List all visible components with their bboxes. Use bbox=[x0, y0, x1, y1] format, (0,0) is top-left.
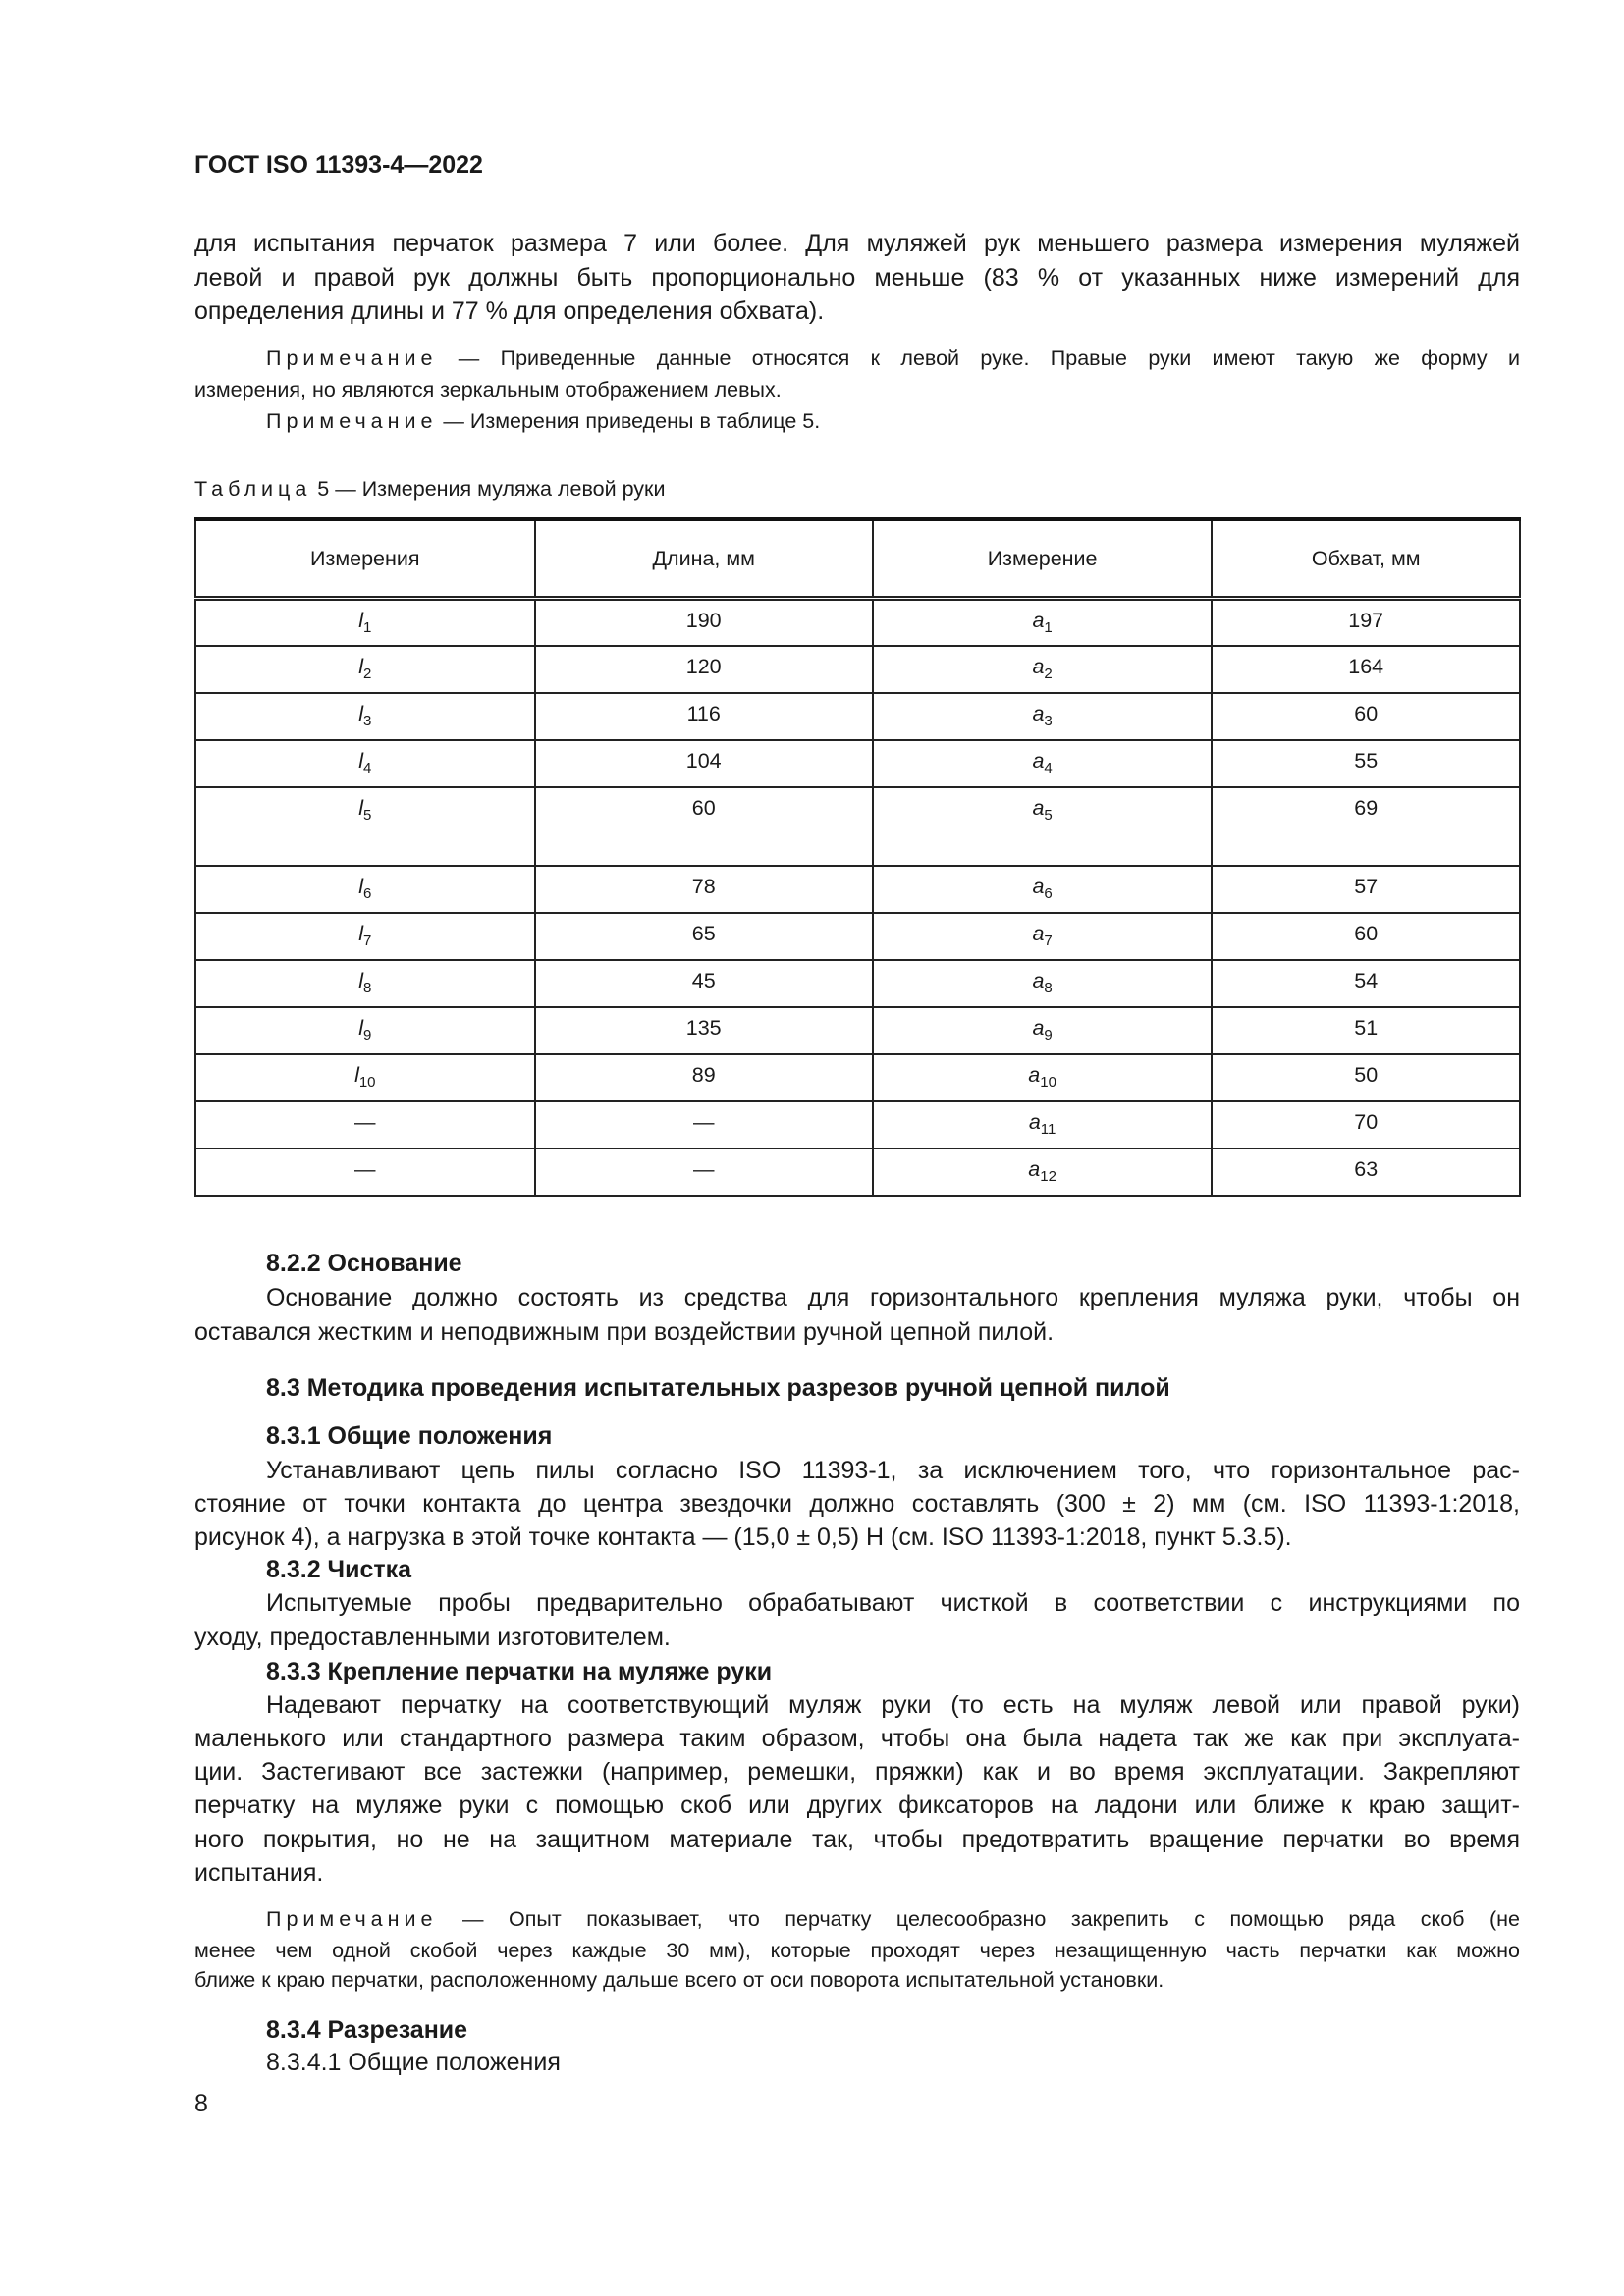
table-caption-label: Таблица bbox=[194, 477, 312, 501]
paragraph-text: Надевают перчатку на соответствующий муляж руки (то есть на муляж левой или правой руки) bbox=[266, 1691, 1520, 1719]
page-number: 8 bbox=[194, 2090, 208, 2117]
s832-line bbox=[266, 1586, 1520, 1620]
measurement-symbol-cell bbox=[873, 960, 1213, 1007]
symbol-subscript: 8 bbox=[363, 979, 372, 996]
table-row bbox=[195, 866, 1520, 913]
measurement-symbol-cell bbox=[195, 913, 535, 960]
paragraph-text: перчатку на муляже руки с помощью скоб или других фиксаторов на ладони или ближе к краю защит- bbox=[194, 1791, 1520, 1819]
measurement-symbol-cell bbox=[195, 1101, 535, 1148]
paragraph-text: левой и правой рук должны быть пропорционально меньше (83 % от указанных ниже измерений для bbox=[194, 264, 1520, 292]
paragraph-text: рисунок 4), а нагрузка в этой точке контакта — (15,0 ± 0,5) Н (см. ISO 11393-1:2018, пункт 5.3.5). bbox=[194, 1523, 1292, 1551]
paragraph-text: — Измерения приведены в таблице 5. bbox=[437, 409, 821, 433]
value-cell: 197 bbox=[1212, 599, 1520, 646]
measurement-symbol-cell bbox=[195, 787, 535, 866]
table-row bbox=[195, 646, 1520, 693]
value-cell: 54 bbox=[1212, 960, 1520, 1007]
symbol: — bbox=[354, 1156, 376, 1181]
measurement-symbol-cell bbox=[873, 646, 1213, 693]
paragraph-text: определения длины и 77 % для определения обхвата). bbox=[194, 297, 825, 325]
table-row bbox=[195, 787, 1520, 866]
symbol-subscript: 7 bbox=[363, 932, 372, 949]
paragraph-text: Испытуемые пробы предварительно обрабатывают чисткой в соответствии с инструкциями по bbox=[266, 1589, 1520, 1617]
table-caption bbox=[194, 472, 1520, 506]
table-row bbox=[195, 1101, 1520, 1148]
table-row bbox=[195, 740, 1520, 787]
note3-line bbox=[266, 1902, 1520, 1936]
value-cell: 104 bbox=[535, 740, 873, 787]
value-cell: 51 bbox=[1212, 1007, 1520, 1054]
symbol: a bbox=[1028, 1156, 1041, 1181]
value-cell: 135 bbox=[535, 1007, 873, 1054]
symbol: l bbox=[358, 701, 364, 725]
table-caption-text: 5 — Измерения муляжа левой руки bbox=[311, 477, 666, 501]
symbol-subscript: 6 bbox=[363, 884, 372, 902]
s833-line bbox=[266, 1688, 1520, 1722]
value-cell: 65 bbox=[535, 913, 873, 960]
measurement-symbol-cell bbox=[195, 646, 535, 693]
symbol-subscript: 3 bbox=[1044, 712, 1053, 729]
document-id-header: ГОСТ ISO 11393-4—2022 bbox=[194, 151, 483, 179]
paragraph-text: стояние от точки контакта до центра звездочки должно составлять (300 ± 2) мм (см. ISO 11393-1:2018, bbox=[194, 1490, 1520, 1518]
value-cell: 50 bbox=[1212, 1054, 1520, 1101]
value-cell: 116 bbox=[535, 693, 873, 740]
paragraph-text: маленького или стандартного размера таким образом, чтобы она была надета так же как при эксплуата- bbox=[194, 1725, 1520, 1752]
symbol: a bbox=[1032, 874, 1045, 898]
table-header-row bbox=[195, 519, 1520, 599]
symbol: a bbox=[1032, 654, 1045, 678]
table-row bbox=[195, 599, 1520, 646]
symbol-subscript: 2 bbox=[1044, 665, 1053, 682]
note1-line bbox=[266, 342, 1520, 375]
paragraph-text: для испытания перчаток размера 7 или более. Для муляжей рук меньшего размера измерения муляжей bbox=[194, 230, 1520, 257]
symbol-subscript: 11 bbox=[1040, 1120, 1056, 1138]
measurement-symbol-cell bbox=[195, 693, 535, 740]
paragraph-text: Устанавливают цепь пилы согласно ISO 11393-1, за исключением того, что горизонтальное рас- bbox=[266, 1457, 1520, 1484]
paragraph-text: уходу, предоставленными изготовителем. bbox=[194, 1624, 671, 1651]
value-cell: 190 bbox=[535, 599, 873, 646]
subsection-heading: 8.3.4.1 Общие положения bbox=[266, 2049, 561, 2076]
hand-measurements-table bbox=[194, 517, 1521, 1197]
section-heading: 8.2.2 Основание bbox=[266, 1250, 462, 1277]
symbol: l bbox=[358, 968, 364, 992]
symbol-subscript: 8 bbox=[1044, 979, 1053, 996]
value-cell: 45 bbox=[535, 960, 873, 1007]
s833-line bbox=[194, 1755, 1520, 1789]
symbol: a bbox=[1032, 795, 1045, 820]
symbol-subscript: 10 bbox=[1040, 1073, 1056, 1091]
measurement-symbol-cell bbox=[873, 1007, 1213, 1054]
symbol-subscript: 2 bbox=[363, 665, 372, 682]
symbol: a bbox=[1032, 921, 1045, 945]
value-cell: 60 bbox=[1212, 693, 1520, 740]
symbol-subscript: 3 bbox=[363, 712, 372, 729]
value-cell: 55 bbox=[1212, 740, 1520, 787]
value-cell: — bbox=[535, 1101, 873, 1148]
symbol-subscript: 10 bbox=[358, 1073, 376, 1091]
paragraph-text: измерения, но являются зеркальным отображением левых. bbox=[194, 378, 782, 401]
paragraph-text: — Приведенные данные относятся к левой руке. Правые руки имеют такую же форму и bbox=[437, 347, 1520, 370]
symbol: l bbox=[358, 1015, 364, 1040]
value-cell: 60 bbox=[535, 787, 873, 866]
note1-line bbox=[194, 373, 1520, 406]
s833-line bbox=[194, 1856, 1520, 1890]
s831-line bbox=[266, 1454, 1520, 1487]
table-row bbox=[195, 913, 1520, 960]
symbol-subscript: 9 bbox=[1044, 1026, 1053, 1043]
paragraph-text: менее чем одной скобой через каждые 30 мм), которые проходят через незащищенную часть перчатки как можно bbox=[194, 1939, 1520, 1962]
note-label: Примечание bbox=[266, 1907, 438, 1931]
section-heading: 8.3 Методика проведения испытательных разрезов ручной цепной пилой bbox=[266, 1374, 1170, 1402]
symbol: a bbox=[1028, 1109, 1041, 1134]
measurement-symbol-cell bbox=[873, 740, 1213, 787]
measurement-symbol-cell bbox=[195, 866, 535, 913]
measurement-symbol-cell bbox=[873, 1148, 1213, 1196]
table-row bbox=[195, 1007, 1520, 1054]
table-row bbox=[195, 960, 1520, 1007]
paragraph-text: оставался жестким и неподвижным при воздействии ручной цепной пилой. bbox=[194, 1318, 1055, 1346]
measurement-symbol-cell bbox=[195, 740, 535, 787]
value-cell: 57 bbox=[1212, 866, 1520, 913]
intro-line bbox=[194, 294, 1520, 328]
intro-line bbox=[194, 261, 1520, 294]
s831-line bbox=[194, 1487, 1520, 1521]
symbol: l bbox=[358, 748, 364, 773]
column-header: Измерения bbox=[195, 519, 535, 599]
column-header: Длина, мм bbox=[535, 519, 873, 599]
note3-line bbox=[194, 1963, 1520, 1997]
symbol-subscript: 4 bbox=[363, 759, 372, 776]
section-heading: 8.3.3 Крепление перчатки на муляже руки bbox=[266, 1658, 773, 1685]
note2-line bbox=[266, 404, 1520, 438]
measurement-symbol-cell bbox=[195, 1054, 535, 1101]
symbol: a bbox=[1032, 968, 1045, 992]
symbol-subscript: 7 bbox=[1044, 932, 1053, 949]
symbol-subscript: 6 bbox=[1044, 884, 1053, 902]
paragraph-text: испытания. bbox=[194, 1859, 324, 1887]
symbol-subscript: 12 bbox=[1040, 1167, 1056, 1185]
symbol: l bbox=[358, 874, 364, 898]
paragraph-text: Основание должно состоять из средства для горизонтального крепления муляжа руки, чтобы он bbox=[266, 1284, 1520, 1311]
symbol-subscript: 1 bbox=[1044, 619, 1053, 636]
measurement-symbol-cell bbox=[873, 693, 1213, 740]
symbol: a bbox=[1032, 748, 1045, 773]
symbol: a bbox=[1032, 609, 1045, 632]
symbol-subscript: 1 bbox=[363, 619, 372, 636]
column-header: Измерение bbox=[873, 519, 1213, 599]
symbol: — bbox=[354, 1109, 376, 1134]
symbol-subscript: 5 bbox=[1044, 806, 1053, 824]
s832-line bbox=[194, 1621, 1520, 1654]
note-label: Примечание bbox=[266, 347, 438, 370]
value-cell: 78 bbox=[535, 866, 873, 913]
measurement-symbol-cell bbox=[195, 1148, 535, 1196]
measurement-symbol-cell bbox=[195, 960, 535, 1007]
value-cell: 89 bbox=[535, 1054, 873, 1101]
measurement-symbol-cell bbox=[873, 599, 1213, 646]
measurement-symbol-cell bbox=[195, 1007, 535, 1054]
paragraph-text: ного покрытия, но не на защитном материале так, чтобы предотвратить вращение перчатки во время bbox=[194, 1826, 1520, 1853]
column-header: Обхват, мм bbox=[1212, 519, 1520, 599]
table-row bbox=[195, 1054, 1520, 1101]
section-heading: 8.3.2 Чистка bbox=[266, 1556, 412, 1583]
measurement-symbol-cell bbox=[195, 599, 535, 646]
value-cell: — bbox=[535, 1148, 873, 1196]
section-heading: 8.3.1 Общие положения bbox=[266, 1422, 553, 1450]
table-row bbox=[195, 1148, 1520, 1196]
symbol: l bbox=[358, 609, 364, 632]
symbol: a bbox=[1028, 1062, 1041, 1087]
value-cell: 60 bbox=[1212, 913, 1520, 960]
symbol: l bbox=[358, 921, 364, 945]
s833-line bbox=[194, 1722, 1520, 1755]
symbol: l bbox=[358, 654, 364, 678]
symbol-subscript: 5 bbox=[363, 806, 372, 824]
value-cell: 70 bbox=[1212, 1101, 1520, 1148]
symbol: l bbox=[358, 795, 364, 820]
measurement-symbol-cell bbox=[873, 1054, 1213, 1101]
paragraph-text: ближе к краю перчатки, расположенному дальше всего от оси поворота испытательной установки. bbox=[194, 1968, 1164, 1992]
section-heading: 8.3.4 Разрезание bbox=[266, 2016, 468, 2044]
value-cell: 69 bbox=[1212, 787, 1520, 866]
measurement-symbol-cell bbox=[873, 787, 1213, 866]
paragraph-text: — Опыт показывает, что перчатку целесообразно закрепить с помощью ряда скоб (не bbox=[437, 1907, 1520, 1931]
note3-line bbox=[194, 1934, 1520, 1967]
paragraph-text: ции. Застегивают все застежки (например, ремешки, пряжки) как и во время эксплуатации. Закрепляют bbox=[194, 1758, 1520, 1786]
symbol: a bbox=[1032, 1015, 1045, 1040]
measurement-symbol-cell bbox=[873, 866, 1213, 913]
table-row bbox=[195, 693, 1520, 740]
intro-line bbox=[194, 227, 1520, 260]
symbol-subscript: 4 bbox=[1044, 759, 1053, 776]
s822-line bbox=[194, 1315, 1520, 1349]
note-label: Примечание bbox=[266, 409, 438, 433]
s822-line bbox=[266, 1281, 1520, 1314]
measurement-symbol-cell bbox=[873, 913, 1213, 960]
symbol-subscript: 9 bbox=[363, 1026, 372, 1043]
value-cell: 120 bbox=[535, 646, 873, 693]
symbol: a bbox=[1032, 701, 1045, 725]
measurement-symbol-cell bbox=[873, 1101, 1213, 1148]
s833-line bbox=[194, 1789, 1520, 1822]
s833-line bbox=[194, 1823, 1520, 1856]
symbol: l bbox=[354, 1062, 359, 1087]
s831-line bbox=[194, 1521, 1520, 1554]
value-cell: 164 bbox=[1212, 646, 1520, 693]
value-cell: 63 bbox=[1212, 1148, 1520, 1196]
